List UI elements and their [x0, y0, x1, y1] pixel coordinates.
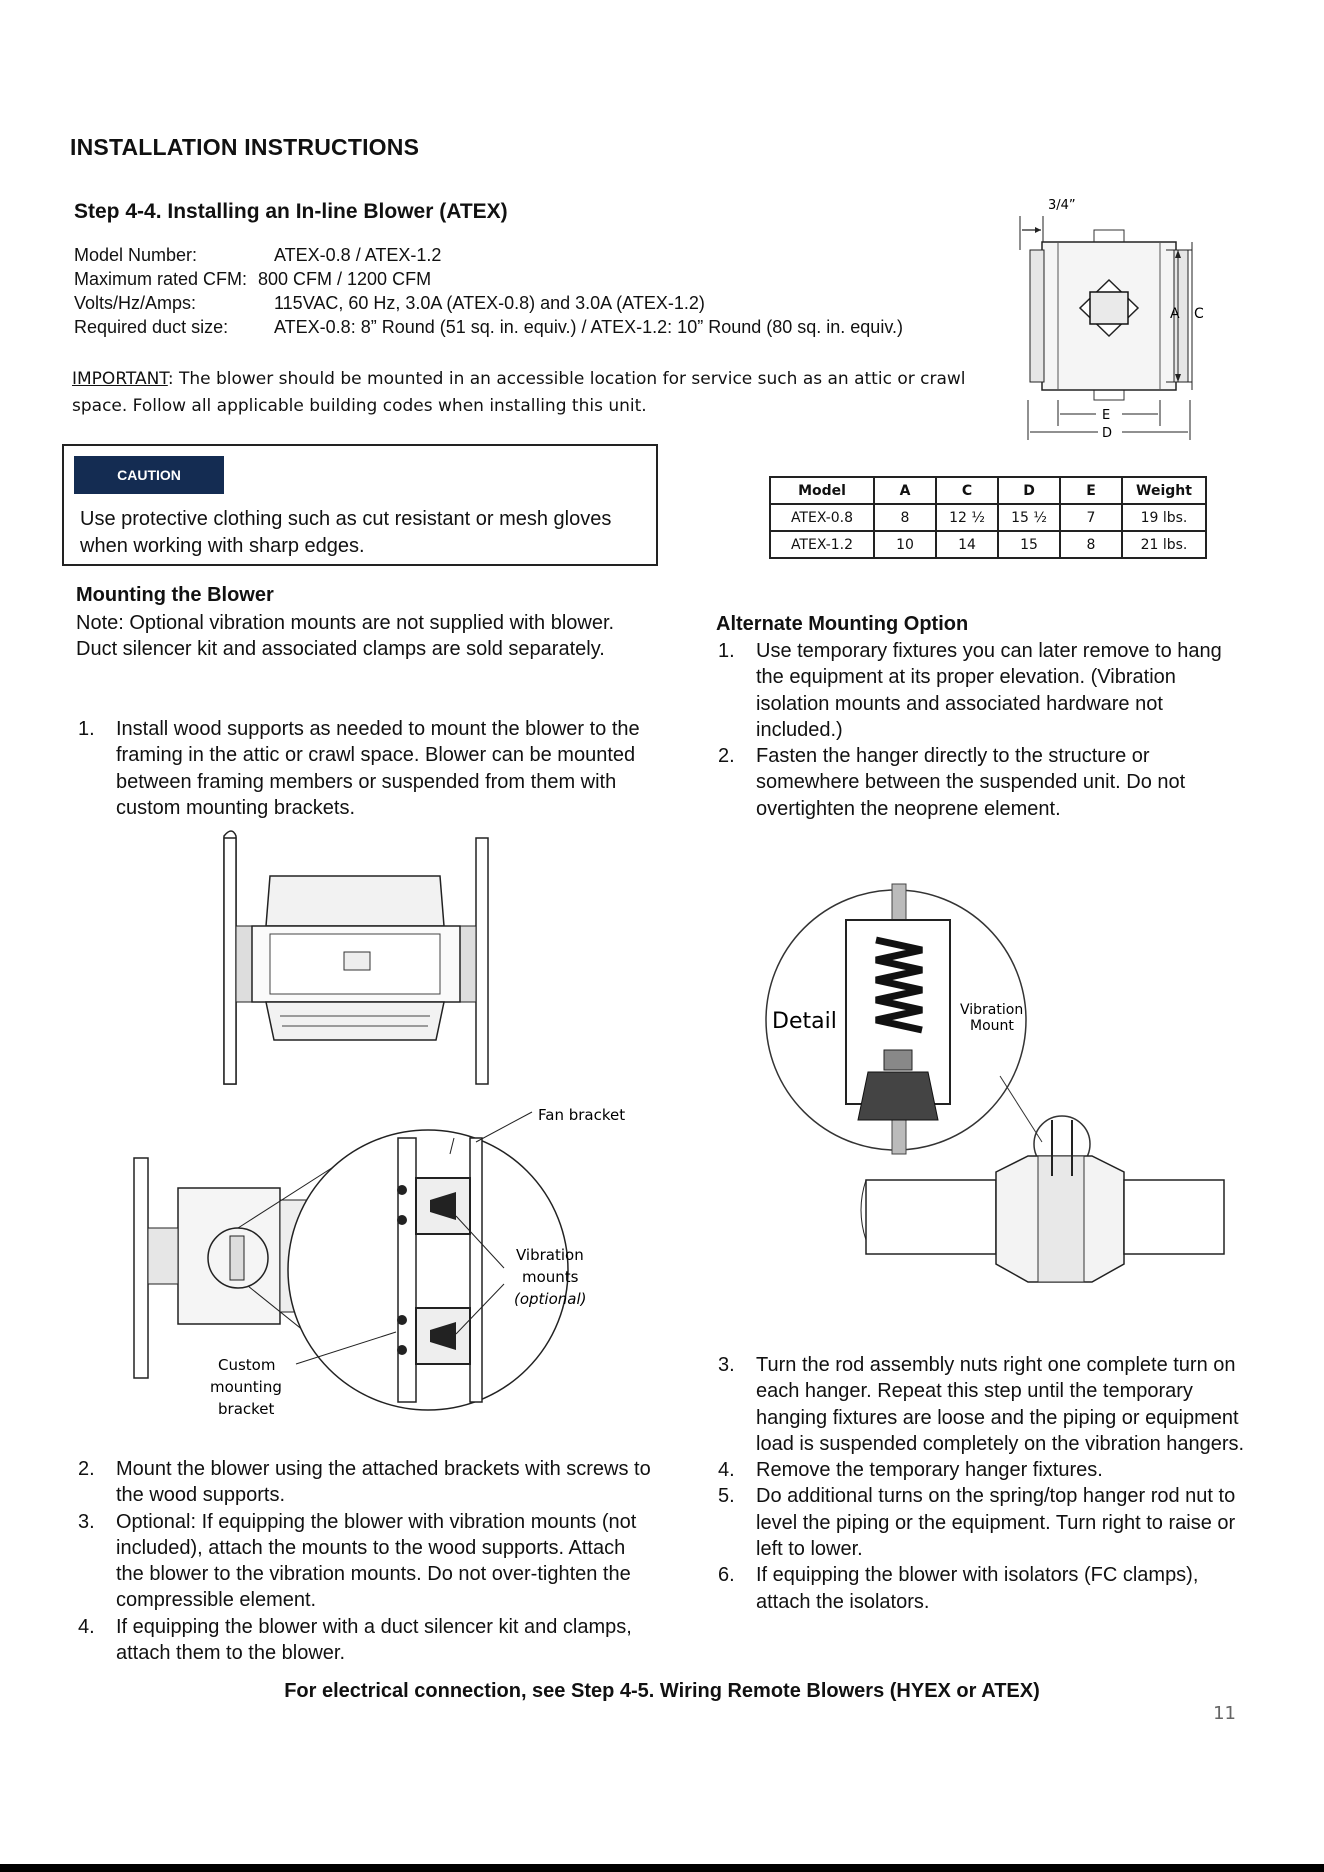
step-text: If equipping the blower with isolators (FC clamps), attach the isolators.	[756, 1564, 1199, 1613]
spec-label: Maximum rated CFM:	[74, 269, 248, 289]
table-header: D	[998, 477, 1060, 504]
step-number: 3.	[718, 1354, 735, 1376]
step-number: 5.	[718, 1485, 735, 1508]
table-cell: 8	[874, 504, 936, 531]
dim-e-label: E	[1102, 408, 1111, 423]
spec-value: ATEX-0.8: 8” Round (51 sq. in. equiv.) / ATEX-1.2: 10” Round (80 sq. in. equiv.)	[274, 317, 903, 337]
spec-row-volts	[74, 291, 705, 315]
alternate-steps-b	[716, 1352, 1256, 1615]
blower-dimension-diagram	[1010, 190, 1210, 450]
step-text: Optional: If equipping the blower with vibration mounts (not included), attach the mounts to the wood supports. Attach the blower to the vibration mounts. Do not over-tighten the compressible element.	[116, 1510, 637, 1612]
blower-between-framing-figure	[210, 826, 520, 1086]
table-header-row	[770, 477, 1206, 504]
three-quarter-label: 3/4”	[1048, 198, 1076, 213]
table-cell: 10	[874, 531, 936, 558]
vibration-mount-figure	[756, 880, 1236, 1300]
important-text: : The blower should be mounted in an accessible location for service such as an attic or crawl space. Follow all applicable building codes when installing this unit.	[72, 369, 966, 416]
step-title: Step 4-4. Installing an In-line Blower (ATEX)	[74, 200, 508, 223]
caution-text: Use protective clothing such as cut resistant or mesh gloves when working with sharp edges.	[80, 508, 612, 557]
page-title: INSTALLATION INSTRUCTIONS	[70, 134, 420, 160]
vib-mount-label-1: Vibration	[960, 1002, 1024, 1018]
electrical-connection-note: For electrical connection, see Step 4-5. Wiring Remote Blowers (HYEX or ATEX)	[284, 1680, 1040, 1702]
list-item	[76, 716, 654, 821]
table-cell: 21 lbs.	[1122, 531, 1206, 558]
important-note	[72, 366, 972, 420]
vibration-label-2: mounts	[522, 1268, 579, 1286]
step-text: Install wood supports as needed to mount the blower to the framing in the attic or crawl space. Blower can be mounted between framing members or suspended from them with custom mounting brackets.	[116, 718, 640, 819]
step-number: 1.	[718, 640, 735, 662]
table-cell: 15 ½	[998, 504, 1060, 531]
list-item	[716, 743, 1252, 822]
list-item	[716, 1352, 1256, 1457]
spec-value: ATEX-0.8 / ATEX-1.2	[274, 245, 442, 265]
custom-label-3: bracket	[218, 1400, 275, 1418]
mounting-steps-a	[76, 716, 654, 821]
step-text: If equipping the blower with a duct silencer kit and clamps, attach them to the blower.	[116, 1615, 632, 1665]
list-item	[716, 1457, 1256, 1483]
custom-label-2: mounting	[210, 1378, 282, 1396]
table-cell: 14	[936, 531, 998, 558]
step-number: 1.	[78, 718, 95, 740]
spec-label: Required duct size:	[74, 317, 229, 337]
vib-mount-label-2: Mount	[970, 1018, 1014, 1034]
step-number: 4.	[718, 1459, 735, 1482]
table-cell: 8	[1060, 531, 1122, 558]
list-item	[716, 1483, 1256, 1562]
table-header: A	[874, 477, 936, 504]
vibration-label-1: Vibration	[516, 1246, 584, 1264]
step-text: Use temporary fixtures you can later remove to hang the equipment at its proper elevation. (Vibration isolation mounts and associated hardware not included.)	[756, 640, 1222, 741]
caution-box	[62, 444, 658, 566]
list-item	[76, 1614, 656, 1667]
detail-label: Detail	[772, 1009, 837, 1034]
step-number: 2.	[78, 1458, 95, 1480]
table-header: Model	[770, 477, 874, 504]
alternate-steps-a	[716, 638, 1252, 822]
step-number: 3.	[78, 1510, 95, 1533]
vibration-label-3: (optional)	[514, 1290, 587, 1308]
table-cell: 12 ½	[936, 504, 998, 531]
table-cell: ATEX-1.2	[770, 531, 874, 558]
mounting-note: Note: Optional vibration mounts are not supplied with blower. Duct silencer kit and associated clamps are sold separately.	[76, 612, 615, 660]
caution-badge: CAUTION	[74, 456, 224, 494]
list-item	[716, 1562, 1256, 1615]
table-cell: ATEX-0.8	[770, 504, 874, 531]
spec-row-model	[74, 243, 441, 267]
spec-value: 800 CFM / 1200 CFM	[258, 269, 432, 289]
dim-c-label: C	[1194, 306, 1204, 322]
dim-d-label: D	[1102, 426, 1113, 441]
table-header: Weight	[1122, 477, 1206, 504]
bottom-border	[0, 1864, 1324, 1872]
fan-bracket-figure	[130, 1108, 650, 1428]
dimension-table	[769, 476, 1207, 559]
list-item	[76, 1509, 656, 1614]
spec-value: 115VAC, 60 Hz, 3.0A (ATEX-0.8) and 3.0A (ATEX-1.2)	[274, 293, 705, 313]
step-text: Do additional turns on the spring/top hanger rod nut to level the piping or the equipment. Turn right to raise or left to lower.	[756, 1485, 1236, 1561]
table-row	[770, 504, 1206, 531]
step-number: 2.	[718, 745, 735, 768]
table-header: C	[936, 477, 998, 504]
mounting-title: Mounting the Blower	[76, 584, 274, 606]
page-number: 11	[1213, 1703, 1236, 1724]
spec-label: Volts/Hz/Amps:	[74, 293, 197, 313]
spec-label: Model Number:	[74, 245, 198, 265]
important-label: IMPORTANT	[72, 369, 168, 389]
table-cell: 19 lbs.	[1122, 504, 1206, 531]
table-cell: 7	[1060, 504, 1122, 531]
step-text: Remove the temporary hanger fixtures.	[756, 1459, 1103, 1482]
step-text: Fasten the hanger directly to the structure or somewhere between the suspended unit. Do not overtighten the neoprene element.	[756, 745, 1186, 820]
spec-row-duct	[74, 315, 903, 339]
step-number: 6.	[718, 1564, 735, 1587]
custom-label-1: Custom	[218, 1356, 276, 1374]
step-text: Mount the blower using the attached brackets with screws to the wood supports.	[116, 1458, 651, 1507]
table-header: E	[1060, 477, 1122, 504]
list-item	[76, 1456, 656, 1509]
table-row	[770, 531, 1206, 558]
mounting-steps-b	[76, 1456, 656, 1666]
step-number: 4.	[78, 1615, 95, 1638]
alternate-title: Alternate Mounting Option	[716, 613, 969, 635]
spec-row-cfm	[74, 267, 431, 291]
step-text: Turn the rod assembly nuts right one complete turn on each hanger. Repeat this step until the temporary hanging fixtures are loose and the piping or equipment load is suspended completely on the vibration hangers.	[756, 1354, 1245, 1455]
dim-a-label: A	[1170, 306, 1180, 322]
fan-bracket-label: Fan bracket	[538, 1108, 626, 1124]
list-item	[716, 638, 1252, 743]
table-cell: 15	[998, 531, 1060, 558]
